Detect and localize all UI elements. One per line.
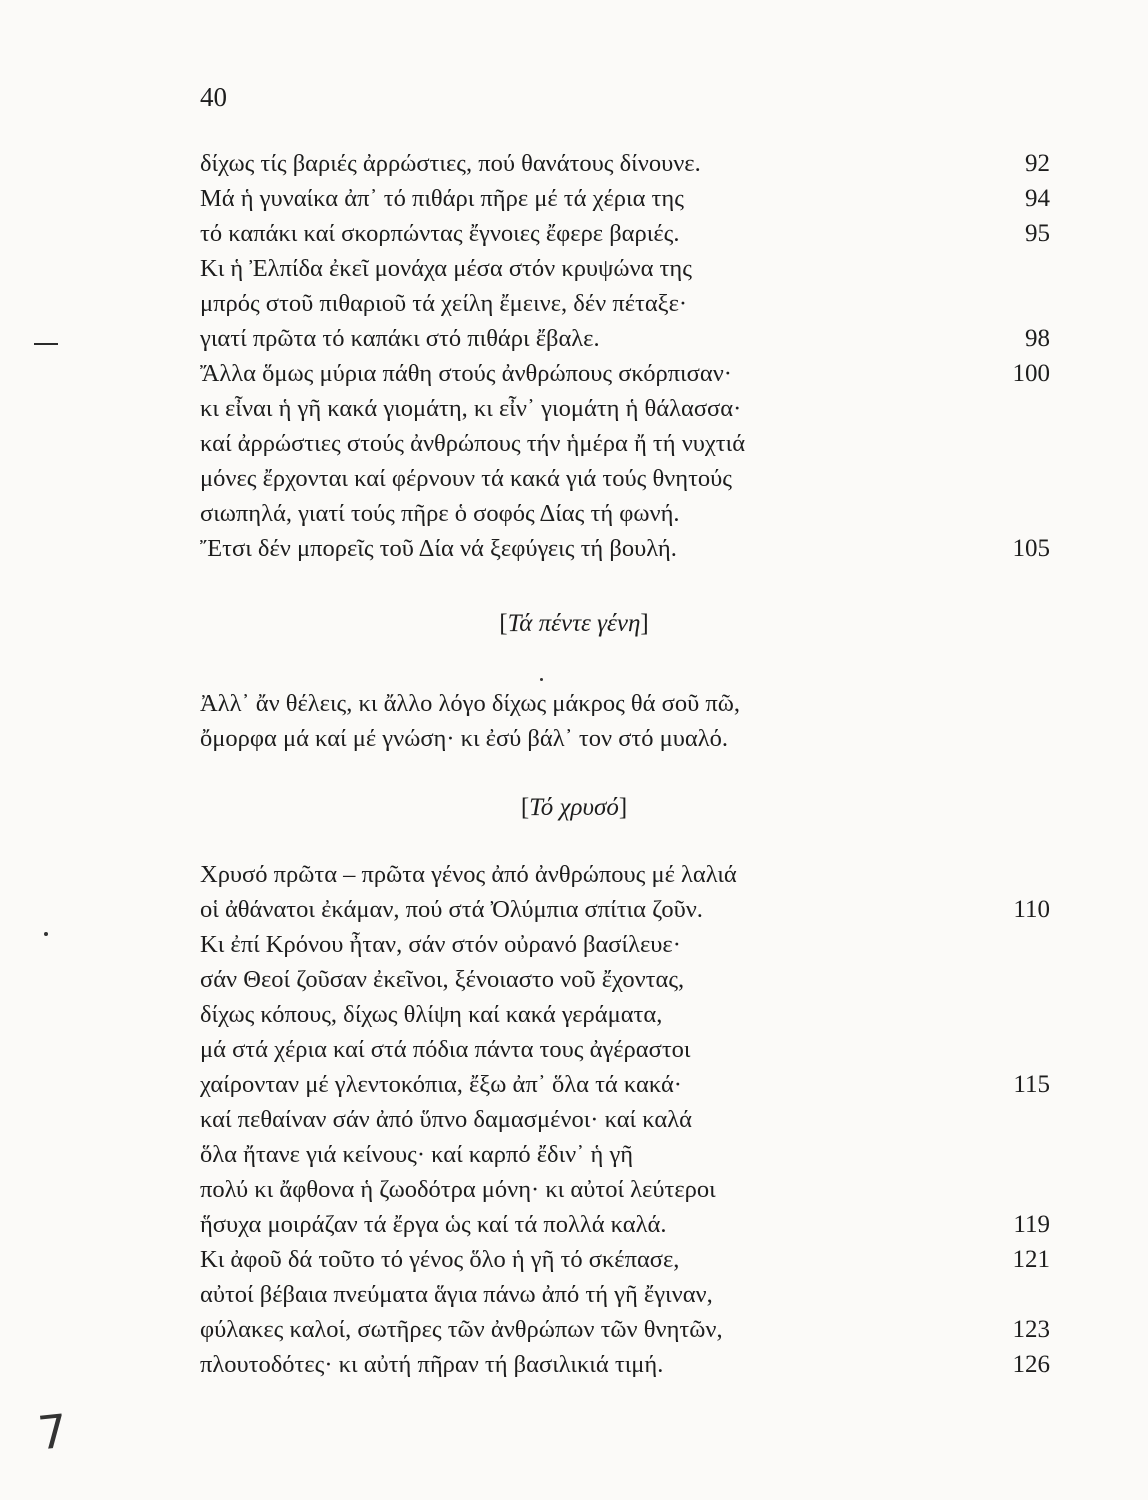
handwritten-margin-mark: 7 [35, 1403, 71, 1461]
verse-line [200, 962, 1050, 997]
verse-text: πλουτοδότες· κι αὐτή πῆραν τή βασιλικιά τιμή. [200, 1351, 664, 1378]
verse-text: ὅλα ἤτανε γιά κείνους· καί καρπό ἔδιν᾽ ἡ γῆ [200, 1141, 634, 1168]
verse-line [200, 927, 1050, 962]
verse-line [200, 721, 1050, 756]
verse-line [200, 356, 1050, 391]
verse-line [200, 216, 1050, 251]
verse-text: ὄμορφα μά καί μέ γνώση· κι ἐσύ βάλ᾽ τον στό μυαλό. [200, 725, 728, 752]
heading-bracket-open: [ [520, 794, 530, 821]
heading-title: Τά πέντε γένη [507, 610, 641, 637]
line-number: 98 [1025, 325, 1050, 352]
verse-line [200, 286, 1050, 321]
line-number: 92 [1025, 150, 1050, 177]
line-number: 126 [1012, 1351, 1050, 1378]
verse-line [200, 1172, 1050, 1207]
verse-text: ἥσυχα μοιράζαν τά ἔργα ὡς καί τά πολλά καλά. [200, 1211, 667, 1238]
verse-text: μπρός στοῦ πιθαριοῦ τά χείλη ἔμεινε, δέν πέταξε· [200, 290, 688, 317]
stanza-transition [200, 686, 1050, 756]
line-number: 121 [1012, 1246, 1050, 1273]
verse-text: δίχως τίς βαριές ἀρρώστιες, πού θανάτους δίνουνε. [200, 150, 701, 177]
line-number: 115 [1013, 1071, 1050, 1098]
verse-text: φύλακες καλοί, σωτῆρες τῶν ἀνθρώπων τῶν θνητῶν, [200, 1316, 723, 1343]
line-number: 110 [1013, 896, 1050, 923]
verse-text: αὐτοί βέβαια πνεύματα ἅγια πάνω ἀπό τή γῆ ἔγιναν, [200, 1281, 713, 1308]
stanza-golden-race [200, 857, 1050, 1382]
line-number: 119 [1013, 1211, 1050, 1238]
verse-text: Ἄλλα ὅμως μύρια πάθη στούς ἀνθρώπους σκόρπισαν· [200, 360, 732, 387]
verse-line [200, 1067, 1050, 1102]
verse-text: οἱ ἀθάνατοι ἐκάμαν, πού στά Ὀλύμπια σπίτια ζοῦν. [200, 896, 703, 923]
verse-line [200, 892, 1050, 927]
verse-text: μά στά χέρια καί στά πόδια πάντα τους ἀγέραστοι [200, 1036, 691, 1063]
verse-text: κι εἶναι ἡ γῆ κακά γιομάτη, κι εἶν᾽ γιομάτη ἡ θάλασσα· [200, 395, 742, 422]
verse-line [200, 531, 1050, 566]
section-heading-golden-race [0, 794, 1148, 822]
heading-title: Τό χρυσό [529, 794, 619, 821]
line-number: 105 [1012, 535, 1050, 562]
line-number: 95 [1025, 220, 1050, 247]
verse-text: καί ἀρρώστιες στούς ἀνθρώπους τήν ἡμέρα ἤ τή νυχτιά [200, 430, 746, 457]
stanza-pandora [200, 146, 1050, 566]
verse-text: Ἔτσι δέν μπορεῖς τοῦ Δία νά ξεφύγεις τή βουλή. [200, 535, 677, 562]
verse-line [200, 321, 1050, 356]
line-number: 123 [1012, 1316, 1050, 1343]
verse-line [200, 1207, 1050, 1242]
verse-line [200, 1347, 1050, 1382]
verse-line [200, 251, 1050, 286]
verse-line [200, 1102, 1050, 1137]
verse-line [200, 686, 1050, 721]
verse-text: Μά ἡ γυναίκα ἀπ᾽ τό πιθάρι πῆρε μέ τά χέρια της [200, 185, 684, 212]
verse-line [200, 1312, 1050, 1347]
verse-line [200, 1032, 1050, 1067]
verse-line [200, 496, 1050, 531]
verse-text: δίχως κόπους, δίχως θλίψη καί κακά γεράματα, [200, 1001, 663, 1028]
line-number: 100 [1012, 360, 1050, 387]
verse-text: Κι ἀφοῦ δά τοῦτο τό γένος ὅλο ἡ γῆ τό σκέπασε, [200, 1246, 680, 1273]
verse-line [200, 1137, 1050, 1172]
verse-text: τό καπάκι καί σκορπώντας ἔγνοιες ἔφερε βαριές. [200, 220, 680, 247]
margin-dash [34, 343, 58, 345]
heading-bracket-open: [ [499, 610, 508, 637]
page-number: 40 [200, 82, 227, 112]
verse-text: Ἀλλ᾽ ἄν θέλεις, κι ἄλλο λόγο δίχως μάκρος θά σοῦ πῶ, [200, 690, 740, 717]
heading-bracket-close: ] [618, 794, 628, 821]
verse-line [200, 391, 1050, 426]
page-dot [540, 678, 543, 681]
verse-text: σιωπηλά, γιατί τούς πῆρε ὁ σοφός Δίας τή φωνή. [200, 500, 680, 527]
verse-text: Χρυσό πρῶτα – πρῶτα γένος ἀπό ἀνθρώπους μέ λαλιά [200, 861, 737, 888]
verse-text: χαίρονταν μέ γλεντοκόπια, ἔξω ἀπ᾽ ὅλα τά κακά· [200, 1071, 682, 1098]
verse-text: μόνες ἔρχονται καί φέρνουν τά κακά γιά τούς θνητούς [200, 465, 733, 492]
verse-line [200, 461, 1050, 496]
verse-line [200, 1242, 1050, 1277]
verse-text: πολύ κι ἄφθονα ἡ ζωοδότρα μόνη· κι αὐτοί λεύτεροι [200, 1176, 716, 1203]
verse-line [200, 857, 1050, 892]
verse-text: Κι ἐπί Κρόνου ἦταν, σάν στόν οὐρανό βασίλευε· [200, 931, 681, 958]
verse-text: Κι ἡ Ἐλπίδα ἐκεῖ μονάχα μέσα στόν κρυψώνα της [200, 255, 692, 282]
verse-text: γιατί πρῶτα τό καπάκι στό πιθάρι ἔβαλε. [200, 325, 600, 352]
verse-line [200, 1277, 1050, 1312]
line-number: 94 [1025, 185, 1050, 212]
verse-text: καί πεθαίναν σάν ἀπό ὕπνο δαμασμένοι· καί καλά [200, 1106, 692, 1133]
verse-line [200, 181, 1050, 216]
verse-line [200, 426, 1050, 461]
section-heading-five-races [0, 610, 1148, 638]
verse-text: σάν Θεοί ζοῦσαν ἐκεῖνοι, ξένοιαστο νοῦ ἔχοντας, [200, 966, 685, 993]
margin-dot [44, 932, 48, 936]
verse-line [200, 997, 1050, 1032]
verse-line [200, 146, 1050, 181]
heading-bracket-close: ] [640, 610, 649, 637]
